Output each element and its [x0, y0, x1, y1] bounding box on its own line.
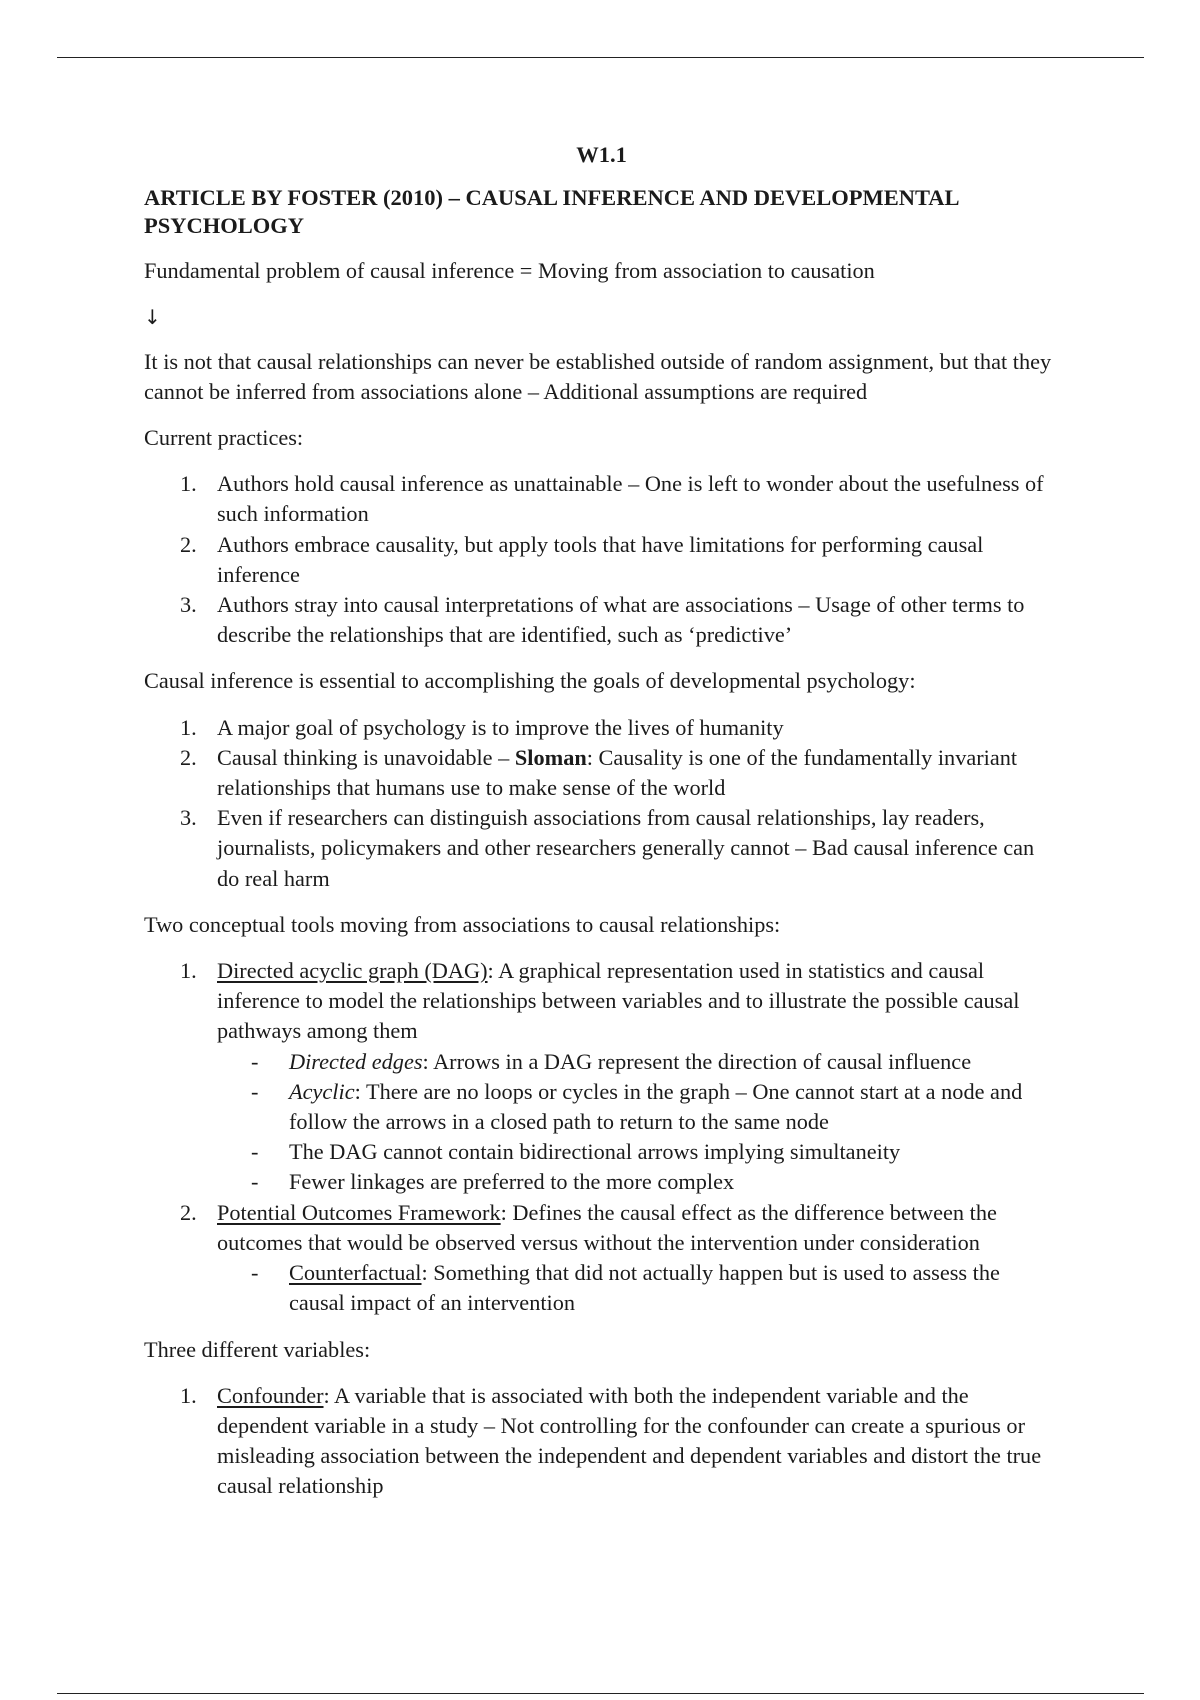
list-number: 3. — [180, 592, 197, 618]
list-number: 1. — [180, 958, 197, 984]
confounder-definition: : A variable that is associated with both the independent variable and the dependent variable in a study – Not controlling for the confounder can create a spurious or misleading association between the independent and dependent variables and distort the true causal relationship — [217, 1382, 1042, 1499]
top-rule — [57, 57, 1144, 58]
pof-sublist — [217, 1258, 1059, 1318]
sublist-item — [144, 1137, 1059, 1167]
sublist-item-text: The DAG cannot contain bidirectional arrows implying simultaneity — [289, 1139, 901, 1165]
sublist-item — [144, 1167, 1059, 1197]
down-arrow-icon: ↓ — [144, 305, 161, 330]
pof-term: Potential Outcomes Framework — [217, 1199, 501, 1225]
list-item-text-pre: Causal thinking is unavoidable – — [217, 744, 515, 770]
dash-bullet: - — [251, 1139, 259, 1165]
sublist-item — [144, 1047, 1059, 1077]
sublist-item-text: : Arrows in a DAG represent the direction of causal influence — [422, 1048, 972, 1074]
tools-heading: Two conceptual tools moving from associations to causal relationships: — [144, 911, 781, 937]
dag-sublist — [217, 1047, 1059, 1198]
list-item-text: Authors stray into causal interpretations of what are associations – Usage of other terms to describe the relationships that are identified, such as ‘predictive’ — [217, 592, 1025, 648]
sublist-item-text: : There are no loops or cycles in the graph – One cannot start at a node and follow the arrows in a closed path to return to the same node — [289, 1078, 1023, 1135]
list-item-dag — [144, 956, 1059, 1198]
list-number: 1. — [180, 1382, 197, 1408]
random-assignment-text: It is not that causal relationships can never be established outside of random assignment, but that they cannot be inferred from associations alone – Additional assumptions are required — [144, 348, 1052, 404]
author-name-bold: Sloman — [514, 744, 587, 770]
practices-list — [144, 469, 1059, 650]
list-item-text: Authors hold causal inference as unattainable – One is left to wonder about the usefulness of such information — [217, 471, 1044, 527]
list-item-pof — [144, 1198, 1059, 1319]
list-item — [144, 590, 1059, 650]
document-title: W1.1 — [576, 142, 627, 167]
list-item — [144, 1381, 1059, 1502]
dash-bullet: - — [251, 1078, 259, 1104]
directed-edges-term: Directed edges — [289, 1048, 423, 1074]
list-number: 3. — [180, 805, 197, 831]
practices-heading: Current practices: — [144, 425, 304, 451]
confounder-term: Confounder — [217, 1382, 324, 1408]
dag-term: Directed acyclic graph (DAG) — [217, 958, 488, 984]
list-item — [144, 743, 1059, 803]
variables-heading: Three different variables: — [144, 1336, 371, 1362]
dash-bullet: - — [251, 1048, 259, 1074]
list-item — [144, 469, 1059, 529]
list-number: 2. — [180, 531, 197, 557]
list-item — [144, 713, 1059, 743]
fundamental-problem-text: Fundamental problem of causal inference = Moving from association to causation — [144, 258, 875, 284]
variables-list — [144, 1381, 1059, 1502]
counterfactual-term: Counterfactual — [289, 1260, 422, 1286]
dag-definition: : A graphical representation used in statistics and causal inference to model the relationships between variables and to illustrate the possible causal pathways among them — [217, 958, 1020, 1044]
dash-bullet: - — [251, 1169, 259, 1195]
list-number: 1. — [180, 714, 197, 740]
essential-heading: Causal inference is essential to accomplishing the goals of developmental psychology: — [144, 668, 916, 694]
list-number: 1. — [180, 471, 197, 497]
sublist-item-text: : Something that did not actually happen but is used to assess the causal impact of an intervention — [289, 1260, 1000, 1316]
bottom-rule — [57, 1693, 1144, 1694]
list-item — [144, 530, 1059, 590]
list-item-text: Authors embrace causality, but apply tools that have limitations for performing causal inference — [217, 531, 984, 587]
list-item — [144, 803, 1059, 894]
dash-bullet: - — [251, 1260, 259, 1286]
list-item-text: Even if researchers can distinguish associations from causal relationships, lay readers, journalists, policymakers and other researchers generally cannot – Bad causal inference can do real harm — [217, 805, 1035, 891]
essential-list — [144, 713, 1059, 894]
tools-list — [144, 956, 1059, 1318]
list-item-text-post: : Causality is one of the fundamentally invariant relationships that humans use to make sense of the world — [217, 744, 1018, 801]
document-page — [144, 140, 1059, 1518]
acyclic-term: Acyclic — [289, 1078, 355, 1104]
list-number: 2. — [180, 744, 197, 770]
article-heading: ARTICLE BY FOSTER (2010) – CAUSAL INFERENCE AND DEVELOPMENTAL PSYCHOLOGY — [144, 185, 959, 239]
sublist-item — [144, 1077, 1059, 1137]
sublist-item — [144, 1258, 1059, 1318]
pof-definition: : Defines the causal effect as the difference between the outcomes that would be observed versus without the intervention under consideration — [217, 1199, 997, 1255]
list-number: 2. — [180, 1199, 197, 1225]
list-item-text: A major goal of psychology is to improve the lives of humanity — [217, 714, 784, 740]
sublist-item-text: Fewer linkages are preferred to the more complex — [289, 1169, 735, 1195]
